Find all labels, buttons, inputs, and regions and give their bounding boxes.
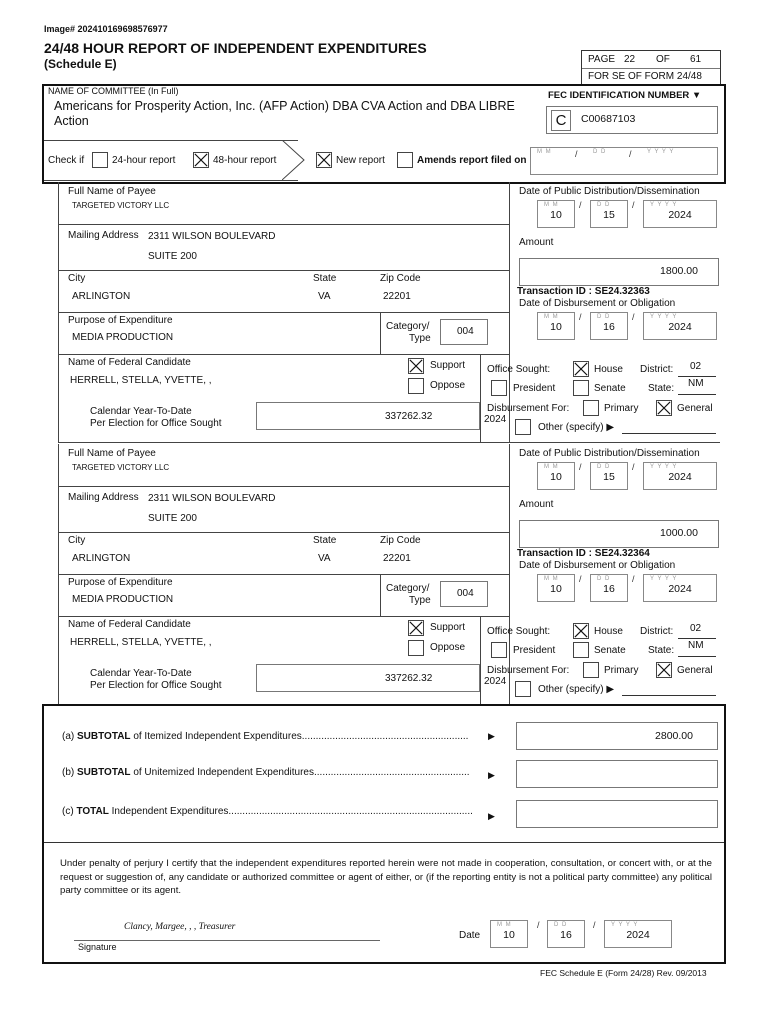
category-box (440, 581, 488, 607)
ytd-label-2: Per Election for Office Sought (90, 418, 222, 429)
committee-name: Americans for Prosperity Action, Inc. (AFP Action) DBA CVA Action and DBA LIBRE Action (54, 99, 515, 128)
ytd-label-1: Calendar Year-To-Date (90, 406, 192, 417)
page-total: 61 (690, 54, 702, 65)
subtotal-b-box (516, 760, 718, 788)
support-label: Support (430, 622, 466, 633)
date-disb-label: Date of Disbursement or Obligation (519, 298, 676, 309)
48-hour-label: 48-hour report (213, 155, 277, 166)
address1-value: 2311 WILSON BOULEVARD (148, 493, 276, 504)
district-value: 02 (690, 623, 702, 634)
other-checkbox[interactable] (515, 419, 531, 435)
office-sought-label: Office Sought: (487, 626, 551, 637)
disb-date-yyyy[interactable]: Y Y Y Y 2024 (643, 312, 717, 340)
page-number: 22 (624, 54, 636, 65)
district-label: District: (640, 364, 674, 375)
support-checkbox[interactable] (408, 358, 424, 374)
24-hour-label: 24-hour report (112, 155, 176, 166)
payee-value: TARGETED VICTORY LLC (72, 201, 170, 210)
new-report-checkbox[interactable] (316, 152, 332, 168)
address2-value: SUITE 200 (148, 251, 197, 262)
city-label: City (68, 273, 86, 284)
general-label: General (677, 665, 713, 676)
date-disb-label: Date of Disbursement or Obligation (519, 560, 676, 571)
disb-date-mm[interactable]: M M 10 (537, 312, 575, 340)
type-label: Type (409, 333, 431, 344)
expenditure-entry: Full Name of Payee TARGETED VICTORY LLC Mailing Address 2311 WILSON BOULEVARD SUITE 200 City ARLINGTON State VA Zip Code 22201 Purpose of Expenditure MEDIA PRODUCTION Category/ Type 004 Name of Federal Candidate HERRELL, STELLA, YVETTE, , Support Oppose 337262.32 Calendar Year-To-Date Per Election for Office Sought Date of Public Distribution/Dissemination M M 10 / D D 15 / Y Y Y Y 2024 Amount 1800.00 Transaction ID : SE24.32363 Date of Disbursement or Obligation M M 10 / D D 16 / Y Y Y Y 2024 Office Sought: House District: 02 President Senate State: NM Disbursement For: 2024 Primary General Other (specify) ▶ (0, 182, 770, 444)
ytd-value: 337262.32 (385, 411, 433, 422)
president-label: President (513, 383, 556, 394)
pub-date-mm[interactable]: M M 10 (537, 200, 575, 228)
city-value: ARLINGTON (72, 291, 131, 302)
certification-text: Under penalty of perjury I certify that the independent expenditures reported herein were not made in cooperation, consultation, or concert with, or at the request or suggestion of, any candidate or authorized committee or agent of either, or (if the reporting entity is not a political party committee) any political party committee or its agent. (60, 858, 712, 896)
sign-date-dd[interactable]: D D 16 (547, 920, 585, 948)
subtotal-a-box (516, 722, 718, 750)
zip-value: 22201 (383, 553, 411, 564)
amends-checkbox[interactable] (397, 152, 413, 168)
fec-prefix: C (551, 110, 571, 131)
payee-label: Full Name of Payee (68, 448, 156, 459)
arrow-icon: ▶ (488, 811, 495, 821)
new-report-label: New report (336, 155, 385, 166)
primary-label: Primary (604, 403, 639, 414)
pub-date-mm[interactable]: M M 10 (537, 462, 575, 490)
other-label: Other (specify) ▶ (538, 422, 615, 433)
ytd-label-2: Per Election for Office Sought (90, 680, 222, 691)
disb-for-label: Disbursement For: (487, 665, 570, 676)
general-label: General (677, 403, 713, 414)
address2-value: SUITE 200 (148, 513, 197, 524)
amount-label: Amount (519, 499, 554, 510)
category-box (440, 319, 488, 345)
general-checkbox[interactable] (656, 662, 672, 678)
fec-id-box (546, 106, 718, 134)
subtotal-a-label: (a) SUBTOTAL of Itemized Independent Expenditures............................................................ (62, 731, 469, 742)
candidate-value: HERRELL, STELLA, YVETTE, , (70, 637, 212, 648)
disb-date-dd[interactable]: D D 16 (590, 574, 628, 602)
fec-id-value: C00687103 (581, 113, 636, 125)
total-c-label: (c) TOTAL Independent Expenditures........................................................................................ (62, 806, 473, 817)
signature-label: Signature (78, 942, 117, 952)
purpose-label: Purpose of Expenditure (68, 577, 173, 588)
election-year: 2024 (484, 676, 507, 687)
pub-date-yyyy[interactable]: Y Y Y Y 2024 (643, 462, 717, 490)
state-value: VA (318, 291, 331, 302)
cand-state-value: NM (688, 378, 704, 389)
total-c-box (516, 800, 718, 828)
purpose-label: Purpose of Expenditure (68, 315, 173, 326)
oppose-label: Oppose (430, 642, 466, 653)
48-hour-checkbox[interactable] (193, 152, 209, 168)
ytd-box (256, 402, 480, 430)
disb-date-mm[interactable]: M M 10 (537, 574, 575, 602)
mailing-label: Mailing Address (68, 230, 139, 241)
amount-value: 1000.00 (660, 527, 698, 539)
house-checkbox[interactable] (573, 623, 589, 639)
house-label: House (594, 364, 623, 375)
category-value: 004 (457, 326, 474, 337)
support-checkbox[interactable] (408, 620, 424, 636)
subtotal-b-label: (b) SUBTOTAL of Unitemized Independent Expenditures........................................................ (62, 767, 470, 778)
zip-label: Zip Code (380, 535, 421, 546)
primary-checkbox[interactable] (583, 400, 599, 416)
date-public-label: Date of Public Distribution/Dissemination (519, 186, 700, 197)
oppose-label: Oppose (430, 380, 466, 391)
disb-date-yyyy[interactable]: Y Y Y Y 2024 (643, 574, 717, 602)
president-checkbox[interactable] (491, 380, 507, 396)
check-row-arrow (282, 140, 306, 181)
cand-state-label: State: (648, 645, 675, 656)
general-checkbox[interactable] (656, 400, 672, 416)
arrow-icon: ▶ (488, 770, 495, 780)
image-id: Image# 202410169698576977 (44, 24, 168, 34)
type-label: Type (409, 595, 431, 606)
cand-state-value: NM (688, 640, 704, 651)
arrow-icon: ▶ (488, 731, 495, 741)
form-subtitle: (Schedule E) (44, 57, 117, 71)
zip-value: 22201 (383, 291, 411, 302)
payee-label: Full Name of Payee (68, 186, 156, 197)
pub-date-dd[interactable]: D D 15 (590, 462, 628, 490)
amount-label: Amount (519, 237, 554, 248)
amount-box (519, 520, 719, 548)
amount-box (519, 258, 719, 286)
form-footer: FEC Schedule E (Form 24/28) Rev. 09/2013 (540, 968, 707, 978)
amends-date-box[interactable]: M M / D D / Y Y Y Y (530, 147, 718, 175)
payee-value: TARGETED VICTORY LLC (72, 463, 170, 472)
purpose-value: MEDIA PRODUCTION (72, 594, 174, 605)
other-label: Other (specify) ▶ (538, 684, 615, 695)
election-year: 2024 (484, 414, 507, 425)
date-public-label: Date of Public Distribution/Dissemination (519, 448, 700, 459)
amount-value: 1800.00 (660, 265, 698, 277)
page-label: PAGE (588, 54, 616, 65)
category-label: Category/ (386, 321, 430, 332)
for-se-form: FOR SE OF FORM 24/48 (588, 71, 702, 82)
oppose-checkbox[interactable] (408, 640, 424, 656)
mailing-label: Mailing Address (68, 492, 139, 503)
district-label: District: (640, 626, 674, 637)
sign-date-mm[interactable]: M M 10 (490, 920, 528, 948)
oppose-checkbox[interactable] (408, 378, 424, 394)
senate-checkbox[interactable] (573, 380, 589, 396)
of-label: OF (656, 54, 670, 65)
support-label: Support (430, 360, 466, 371)
purpose-value: MEDIA PRODUCTION (72, 332, 174, 343)
fec-id-label: FEC IDENTIFICATION NUMBER ▼ (548, 90, 702, 101)
candidate-value: HERRELL, STELLA, YVETTE, , (70, 375, 212, 386)
sign-date-yyyy[interactable]: Y Y Y Y 2024 (604, 920, 672, 948)
form-title: 24/48 HOUR REPORT OF INDEPENDENT EXPENDITURES (44, 40, 427, 56)
state-label: State (313, 273, 337, 284)
primary-checkbox[interactable] (583, 662, 599, 678)
pub-date-dd[interactable]: D D 15 (590, 200, 628, 228)
ytd-box (256, 664, 480, 692)
ytd-value: 337262.32 (385, 673, 433, 684)
fec-schedule-e-page: Image# 202410169698576977 24/48 HOUR REPORT OF INDEPENDENT EXPENDITURES (Schedule E) PAGE 22 OF 61 FOR SE OF FORM 24/48 NAME OF COMMITTEE (In Full) Americans for Prosperity Action, Inc. (AFP Action) DBA CVA Action and DBA LIBRE Action FEC IDENTIFICATION NUMBER ▼ C C00687103 Check if 24-hour report 48-hour report New report Amends report filed on M M / D D / Y Y Y Y Full Name of Payee TARGETED VICTORY LLC Mailing Address 2311 WILSON BOULEVARD SUITE 200 City ARLINGTON State VA Zip Code 22201 Purpose of Expenditure MEDIA PRODUCTION Category/ Type 004 Name of Federal Candidate HERRELL, STELLA, YVETTE, , Support Oppose 337262.32 Calendar Year-To-Date Per Election for Office Sought Date of Public Distribution/Dissemination M M 10 / D D 15 / Y Y Y Y 2024 Amount 1800.00 Transaction ID : SE24.32363 Date of Disbursement or Obligation M M 10 / D D 16 / Y Y Y Y 2024 Office Sought: House District: 02 President Senate State: NM Disbursement For: 2024 Primary General Other (specify) ▶ Full Name of Payee TARGETED VICTORY LLC Mailing Address 2311 WILSON BOULEVARD SUITE 200 City ARLINGTON State VA Zip Code 22201 Purpose of Expenditure MEDIA PRODUCTION Category/ Type 004 Name of Federal Candidate HERRELL, STELLA, YVETTE, , Support Oppose 337262.32 Calendar Year-To-Date Per Election for Office Sought Date of Public Distribution/Dissemination M M 10 / D D 15 / Y Y Y Y 2024 Amount 1000.00 Transaction ID : SE24.32364 Date of Disbursement or Obligation M M 10 / D D 16 / Y Y Y Y 2024 Office Sought: House District: 02 President Senate State: NM Disbursement For: 2024 Primary General Other (specify) ▶ (a) SUBTOTAL of Itemized Independent Expenditures............................................................ ▶ 2800.00 (b) SUBTOTAL of Unitemized Independent Expenditures........................................................ ▶ (c) TOTAL Independent Expenditures........................................................................................ ▶ Under penalty of perjury I certify that the independent expenditures reported herein were not made in cooperation, consultation, or concert with, or at the request or suggestion of, any candidate or authorized committee or agent of either, or (if the reporting entity is not a political party committee) any political party committee or its agent. Clancy, Margee, , , Treasurer Signature Date M M 10 / D D 16 / Y Y Y Y 2024 FEC Schedule E (Form 24/28) Rev. 09/2013 (0, 0, 770, 1024)
transaction-id: Transaction ID : SE24.32364 (517, 548, 650, 559)
state-value: VA (318, 553, 331, 564)
president-checkbox[interactable] (491, 642, 507, 658)
pub-date-yyyy[interactable]: Y Y Y Y 2024 (643, 200, 717, 228)
primary-label: Primary (604, 665, 639, 676)
city-value: ARLINGTON (72, 553, 131, 564)
page-box (581, 50, 721, 86)
senate-checkbox[interactable] (573, 642, 589, 658)
check-if-label: Check if (48, 155, 85, 166)
cand-state-label: State: (648, 383, 675, 394)
house-label: House (594, 626, 623, 637)
state-label: State (313, 535, 337, 546)
category-label: Category/ (386, 583, 430, 594)
ytd-label-1: Calendar Year-To-Date (90, 668, 192, 679)
committee-label: NAME OF COMMITTEE (In Full) (48, 86, 179, 96)
house-checkbox[interactable] (573, 361, 589, 377)
candidate-label: Name of Federal Candidate (68, 619, 191, 630)
office-sought-label: Office Sought: (487, 364, 551, 375)
candidate-label: Name of Federal Candidate (68, 357, 191, 368)
date-label: Date (459, 930, 481, 941)
senate-label: Senate (594, 383, 626, 394)
expenditure-entry: Full Name of Payee TARGETED VICTORY LLC Mailing Address 2311 WILSON BOULEVARD SUITE 200 City ARLINGTON State VA Zip Code 22201 Purpose of Expenditure MEDIA PRODUCTION Category/ Type 004 Name of Federal Candidate HERRELL, STELLA, YVETTE, , Support Oppose 337262.32 Calendar Year-To-Date Per Election for Office Sought Date of Public Distribution/Dissemination M M 10 / D D 15 / Y Y Y Y 2024 Amount 1000.00 Transaction ID : SE24.32364 Date of Disbursement or Obligation M M 10 / D D 16 / Y Y Y Y 2024 Office Sought: House District: 02 President Senate State: NM Disbursement For: 2024 Primary General Other (specify) ▶ (0, 444, 770, 706)
address1-value: 2311 WILSON BOULEVARD (148, 231, 276, 242)
transaction-id: Transaction ID : SE24.32363 (517, 286, 650, 297)
disb-for-label: Disbursement For: (487, 403, 570, 414)
category-value: 004 (457, 588, 474, 599)
signature-value: Clancy, Margee, , , Treasurer (124, 922, 236, 932)
city-label: City (68, 535, 86, 546)
zip-label: Zip Code (380, 273, 421, 284)
other-checkbox[interactable] (515, 681, 531, 697)
disb-date-dd[interactable]: D D 16 (590, 312, 628, 340)
24-hour-checkbox[interactable] (92, 152, 108, 168)
amends-label: Amends report filed on (417, 155, 527, 166)
district-value: 02 (690, 361, 702, 372)
president-label: President (513, 645, 556, 656)
senate-label: Senate (594, 645, 626, 656)
subtotal-a-value: 2800.00 (655, 730, 693, 742)
